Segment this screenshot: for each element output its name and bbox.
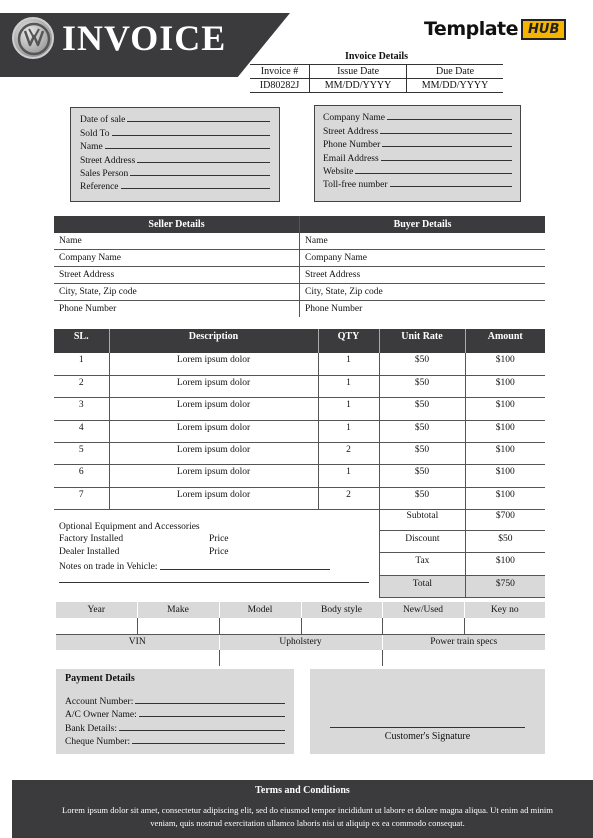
page-title: INVOICE [62, 18, 227, 58]
model-cell[interactable] [219, 618, 301, 634]
sl-cell[interactable]: 3 [54, 398, 109, 420]
discount-row [380, 530, 546, 552]
subtotal-value: $700 [465, 508, 545, 530]
items-table [54, 329, 545, 510]
total-row [380, 575, 546, 597]
sl-cell[interactable]: 5 [54, 443, 109, 465]
seller-field[interactable]: City, State, Zip code [54, 283, 300, 300]
discount-value: $50 [465, 530, 545, 552]
make-cell[interactable] [137, 618, 219, 634]
unit-rate-cell[interactable]: $50 [379, 398, 465, 420]
sale-field[interactable]: Sold To [80, 125, 270, 138]
vehicle-table [56, 602, 545, 666]
amount-cell[interactable]: $100 [465, 353, 545, 375]
dealer-installed-label: Dealer Installed [59, 546, 120, 557]
issue-date-header: Issue Date [310, 65, 407, 79]
table-row [54, 353, 545, 375]
table-row [54, 487, 545, 509]
optional-equipment [59, 522, 371, 583]
unit-rate-cell[interactable]: $50 [379, 420, 465, 442]
table-row [54, 443, 545, 465]
unit-rate-cell[interactable]: $50 [379, 353, 465, 375]
buyer-field[interactable]: Name [300, 233, 546, 250]
sl-cell[interactable]: 7 [54, 487, 109, 509]
table-row [54, 283, 545, 300]
sl-cell[interactable]: 2 [54, 375, 109, 397]
qty-cell[interactable]: 2 [318, 443, 379, 465]
vin-header: VIN [56, 634, 219, 650]
company-field[interactable]: Email Address [323, 150, 512, 163]
description-cell[interactable]: Lorem ipsum dolor [109, 375, 318, 397]
brand-text: Template [424, 18, 519, 40]
upholstery-cell[interactable] [219, 650, 382, 666]
qty-cell[interactable]: 1 [318, 375, 379, 397]
terms-text-line-1: Lorem ipsum dolor sit amet, consectetur adipiscing elit, sed do eiusmod tempor incididunt ut labore et dolore magna aliqua. Ut enim ad minim [62, 805, 553, 815]
qty-cell[interactable]: 1 [318, 465, 379, 487]
body-style-header: Body style [301, 602, 382, 618]
payment-field[interactable]: Bank Details: [65, 720, 285, 734]
due-date-value[interactable]: MM/DD/YYYY [407, 79, 503, 93]
table-row [54, 398, 545, 420]
signature-box [310, 669, 545, 754]
new-used-cell[interactable] [382, 618, 464, 634]
payment-details-title: Payment Details [65, 673, 135, 684]
sl-cell[interactable]: 4 [54, 420, 109, 442]
sl-cell[interactable]: 1 [54, 353, 109, 375]
invoice-number-header: Invoice # [250, 65, 310, 79]
trade-notes-label: Notes on trade in Vehicle: [59, 561, 158, 572]
unit-rate-cell[interactable]: $50 [379, 443, 465, 465]
year-header: Year [56, 602, 137, 618]
terms-text-line-2: veniam, quis nostrud exercitation ullamco laboris nisi ut aliquip ex ea commodo consequat. [150, 818, 465, 828]
invoice-details [250, 50, 503, 93]
table-row [54, 465, 545, 487]
sale-field[interactable]: Sales Person [80, 166, 270, 179]
tax-label: Tax [380, 553, 466, 575]
new-used-header: New/Used [382, 602, 464, 618]
buyer-field[interactable]: City, State, Zip code [300, 283, 546, 300]
description-cell[interactable]: Lorem ipsum dolor [109, 353, 318, 375]
company-field[interactable]: Website [323, 164, 512, 177]
company-field[interactable]: Toll-free number [323, 177, 512, 190]
total-value: $750 [465, 575, 545, 597]
unit-rate-cell[interactable]: $50 [379, 487, 465, 509]
seller-details-header: Seller Details [54, 216, 300, 233]
unit-rate-header: Unit Rate [379, 329, 465, 353]
payment-field[interactable]: Cheque Number: [65, 734, 285, 748]
sale-field[interactable]: Reference [80, 179, 270, 192]
sale-field[interactable]: Street Address [80, 152, 270, 165]
sale-info-box [70, 107, 280, 202]
invoice-details-caption: Invoice Details [344, 51, 409, 62]
qty-cell[interactable]: 1 [318, 420, 379, 442]
qty-cell[interactable]: 2 [318, 487, 379, 509]
key-no-header: Key no [464, 602, 545, 618]
brand-badge: HUB [521, 19, 566, 40]
subtotal-label: Subtotal [380, 508, 466, 530]
description-cell[interactable]: Lorem ipsum dolor [109, 398, 318, 420]
seller-buyer-table [54, 216, 545, 317]
tax-row [380, 553, 546, 575]
trade-notes-line[interactable] [160, 569, 330, 570]
qty-cell[interactable]: 1 [318, 353, 379, 375]
upholstery-header: Upholstery [219, 634, 382, 650]
table-row [54, 420, 545, 442]
amount-cell[interactable]: $100 [465, 420, 545, 442]
sl-cell[interactable]: 6 [54, 465, 109, 487]
description-header: Description [109, 329, 318, 353]
company-field[interactable]: Street Address [323, 123, 512, 136]
company-field[interactable]: Phone Number [323, 137, 512, 150]
vw-logo-icon [12, 17, 54, 59]
table-row [54, 375, 545, 397]
tax-value: $100 [465, 553, 545, 575]
description-cell[interactable]: Lorem ipsum dolor [109, 443, 318, 465]
power-train-cell[interactable] [382, 650, 545, 666]
seller-field[interactable]: Phone Number [54, 300, 300, 317]
company-info-box [314, 105, 521, 202]
dealer-price-label[interactable]: Price [209, 546, 229, 557]
amount-cell[interactable]: $100 [465, 375, 545, 397]
terms-title: Terms and Conditions [255, 785, 350, 796]
amount-cell[interactable]: $100 [465, 465, 545, 487]
brand-logo [424, 18, 566, 40]
table-row [54, 300, 545, 317]
payment-field[interactable]: A/C Owner Name: [65, 707, 285, 721]
totals-table [379, 508, 545, 598]
issue-date-value[interactable]: MM/DD/YYYY [310, 79, 407, 93]
optional-title: Optional Equipment and Accessories [59, 522, 200, 532]
buyer-details-header: Buyer Details [300, 216, 546, 233]
company-field[interactable]: Company Name [323, 110, 512, 123]
sale-field[interactable]: Date of sale [80, 112, 270, 125]
seller-field[interactable]: Street Address [54, 267, 300, 284]
body-style-cell[interactable] [301, 618, 382, 634]
description-cell[interactable]: Lorem ipsum dolor [109, 420, 318, 442]
sl-header: SL. [54, 329, 109, 353]
table-row [54, 233, 545, 250]
unit-rate-cell[interactable]: $50 [379, 375, 465, 397]
table-row [54, 267, 545, 284]
vin-cell[interactable] [56, 650, 219, 666]
subtotal-row [380, 508, 546, 530]
amount-header: Amount [465, 329, 545, 353]
due-date-header: Due Date [407, 65, 503, 79]
description-cell[interactable]: Lorem ipsum dolor [109, 465, 318, 487]
sale-field[interactable]: Name [80, 139, 270, 152]
total-label: Total [380, 575, 466, 597]
discount-label: Discount [380, 530, 466, 552]
signature-caption: Customer's Signature [384, 731, 471, 742]
payment-details-box [56, 669, 294, 754]
power-train-header: Power train specs [382, 634, 545, 650]
key-no-cell[interactable] [464, 618, 545, 634]
amount-cell[interactable]: $100 [465, 398, 545, 420]
unit-rate-cell[interactable]: $50 [379, 465, 465, 487]
trade-notes-line-2[interactable] [59, 582, 369, 583]
table-row [54, 250, 545, 267]
buyer-field[interactable]: Phone Number [305, 303, 363, 314]
amount-cell[interactable]: $100 [465, 443, 545, 465]
make-header: Make [137, 602, 219, 618]
buyer-field[interactable]: Company Name [300, 250, 546, 267]
description-cell[interactable]: Lorem ipsum dolor [109, 487, 318, 509]
terms-section [12, 780, 593, 838]
factory-price-label[interactable]: Price [209, 534, 229, 545]
year-cell[interactable] [56, 618, 137, 634]
model-header: Model [219, 602, 301, 618]
invoice-number-value[interactable]: ID80282J [250, 79, 310, 93]
factory-installed-label: Factory Installed [59, 534, 124, 545]
qty-header: QTY [318, 329, 379, 353]
buyer-field[interactable]: Street Address [300, 267, 546, 284]
amount-cell[interactable]: $100 [465, 487, 545, 509]
payment-field[interactable]: Account Number: [65, 693, 285, 707]
signature-line[interactable] [330, 727, 525, 728]
qty-cell[interactable]: 1 [318, 398, 379, 420]
seller-field[interactable]: Name [54, 233, 300, 250]
seller-field[interactable]: Company Name [54, 250, 300, 267]
